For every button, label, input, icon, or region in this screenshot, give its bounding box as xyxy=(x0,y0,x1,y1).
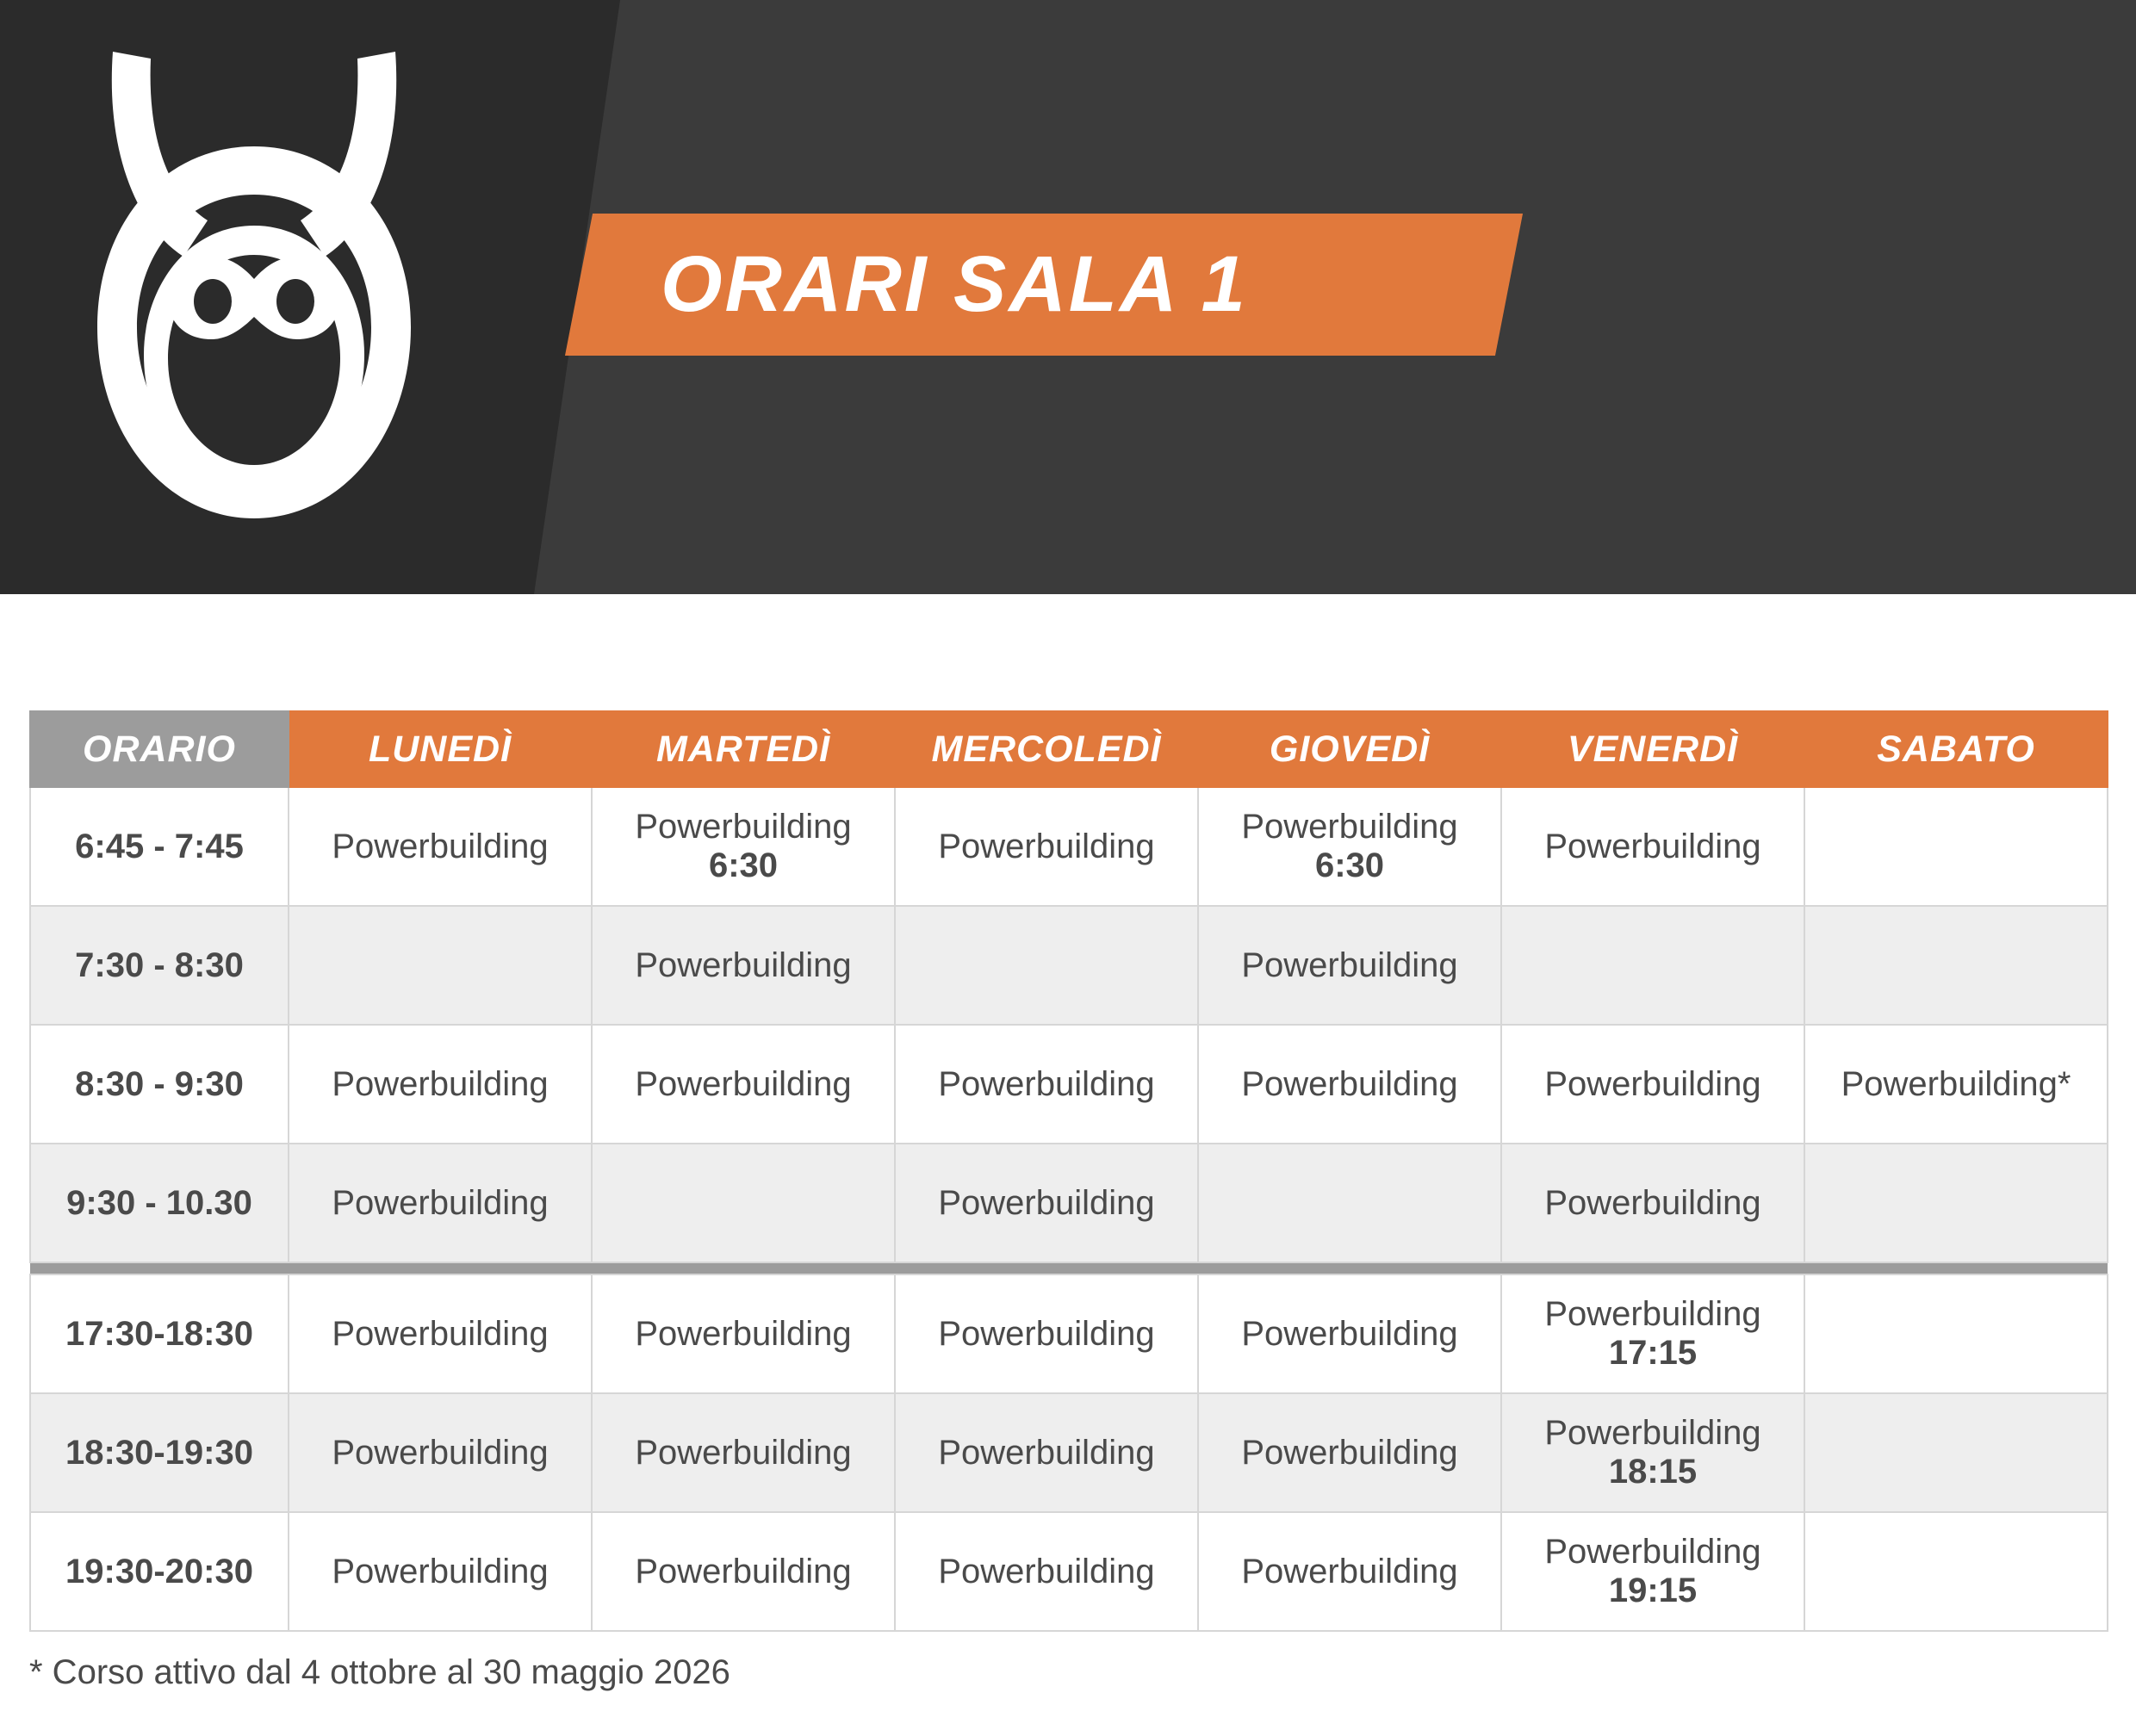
morning-evening-separator xyxy=(30,1262,2108,1274)
column-header-giovedi: GIOVEDÌ xyxy=(1198,711,1501,787)
class-time: 6:30 xyxy=(708,846,779,885)
schedule-cell xyxy=(1198,1512,1501,1631)
class-name: Powerbuilding xyxy=(938,1183,1155,1222)
column-header-lunedi: LUNEDÌ xyxy=(289,711,592,787)
schedule-cell xyxy=(289,1274,592,1393)
class-name: Powerbuilding xyxy=(1241,808,1458,846)
page-title: ORARI SALA 1 xyxy=(661,240,1248,328)
time-slot-label: 7:30 - 8:30 xyxy=(30,906,289,1025)
class-name: Powerbuilding xyxy=(938,827,1155,865)
class-name: Powerbuilding xyxy=(332,1183,549,1222)
schedule-cell xyxy=(592,906,895,1025)
schedule-cell xyxy=(1804,906,2108,1025)
schedule-cell xyxy=(1501,1274,1804,1393)
class-name: Powerbuilding xyxy=(938,1314,1155,1353)
schedule-cell xyxy=(289,1144,592,1262)
schedule-cell xyxy=(1198,1025,1501,1144)
schedule-table xyxy=(29,710,2108,1632)
schedule-table-body xyxy=(30,787,2108,1631)
class-name: Powerbuilding* xyxy=(1841,1064,2071,1103)
time-slot-label: 18:30-19:30 xyxy=(30,1393,289,1512)
schedule-cell xyxy=(289,1512,592,1631)
class-name: Powerbuilding xyxy=(635,1314,852,1353)
schedule-cell xyxy=(592,1144,895,1262)
schedule-cell xyxy=(592,1393,895,1512)
table-row xyxy=(30,1025,2108,1144)
table-row xyxy=(30,906,2108,1025)
schedule-cell xyxy=(895,906,1198,1025)
schedule-cell xyxy=(1198,906,1501,1025)
time-slot-label: 17:30-18:30 xyxy=(30,1274,289,1393)
schedule-cell xyxy=(1501,1512,1804,1631)
schedule-cell xyxy=(289,787,592,906)
schedule-cell xyxy=(1804,1512,2108,1631)
column-header-venerdi: VENERDÌ xyxy=(1501,711,1804,787)
class-name: Powerbuilding xyxy=(635,1552,852,1590)
time-slot-label: 6:45 - 7:45 xyxy=(30,787,289,906)
schedule-cell xyxy=(1501,787,1804,906)
schedule-cell xyxy=(895,1393,1198,1512)
schedule-cell xyxy=(1804,1025,2108,1144)
table-row xyxy=(30,1393,2108,1512)
class-name: Powerbuilding xyxy=(1241,1552,1458,1590)
time-slot-label: 8:30 - 9:30 xyxy=(30,1025,289,1144)
schedule-cell xyxy=(592,1512,895,1631)
schedule-cell xyxy=(1804,787,2108,906)
schedule-cell xyxy=(592,1025,895,1144)
footnote: * Corso attivo dal 4 ottobre al 30 maggio 2026 xyxy=(29,1653,730,1691)
column-header-martedi: MARTEDÌ xyxy=(592,711,895,787)
table-header-row xyxy=(30,711,2108,787)
time-slot-label: 19:30-20:30 xyxy=(30,1512,289,1631)
class-name: Powerbuilding xyxy=(635,808,852,846)
class-name: Powerbuilding xyxy=(635,1064,852,1103)
class-name: Powerbuilding xyxy=(332,827,549,865)
class-name: Powerbuilding xyxy=(1544,1064,1761,1103)
class-time: 19:15 xyxy=(1608,1572,1698,1610)
schedule-cell xyxy=(1804,1144,2108,1262)
class-name: Powerbuilding xyxy=(938,1552,1155,1590)
schedule-cell xyxy=(1198,1144,1501,1262)
schedule-cell xyxy=(1804,1274,2108,1393)
schedule-cell xyxy=(289,1393,592,1512)
class-name: Powerbuilding xyxy=(1241,1064,1458,1103)
class-time: 6:30 xyxy=(1314,846,1385,885)
class-name: Powerbuilding xyxy=(332,1552,549,1590)
bull-head-logo xyxy=(82,43,426,542)
time-slot-label: 9:30 - 10.30 xyxy=(30,1144,289,1262)
schedule-cell xyxy=(1804,1393,2108,1512)
class-name: Powerbuilding xyxy=(1544,1183,1761,1222)
title-banner xyxy=(565,214,1523,356)
column-header-orario: ORARIO xyxy=(30,711,289,787)
class-name: Powerbuilding xyxy=(332,1314,549,1353)
schedule-cell xyxy=(895,787,1198,906)
schedule-cell xyxy=(1198,1274,1501,1393)
class-name: Powerbuilding xyxy=(635,1433,852,1472)
table-row xyxy=(30,1274,2108,1393)
schedule-cell xyxy=(895,1512,1198,1631)
class-time: 18:15 xyxy=(1608,1453,1698,1491)
schedule-cell xyxy=(1501,1144,1804,1262)
schedule-cell xyxy=(1198,1393,1501,1512)
schedule-cell xyxy=(1198,787,1501,906)
schedule-cell xyxy=(1501,1025,1804,1144)
table-row xyxy=(30,1512,2108,1631)
page-header xyxy=(0,0,2136,594)
schedule-cell xyxy=(1501,1393,1804,1512)
class-time: 17:15 xyxy=(1608,1334,1698,1373)
class-name: Powerbuilding xyxy=(938,1433,1155,1472)
schedule-cell xyxy=(1501,906,1804,1025)
class-name: Powerbuilding xyxy=(635,946,852,984)
class-name: Powerbuilding xyxy=(332,1064,549,1103)
class-name: Powerbuilding xyxy=(1544,1533,1761,1572)
column-header-mercoledi: MERCOLEDÌ xyxy=(895,711,1198,787)
class-name: Powerbuilding xyxy=(938,1064,1155,1103)
schedule-cell xyxy=(289,1025,592,1144)
schedule-cell xyxy=(592,1274,895,1393)
class-name: Powerbuilding xyxy=(1544,1414,1761,1453)
class-name: Powerbuilding xyxy=(1241,946,1458,984)
schedule-cell xyxy=(289,906,592,1025)
class-name: Powerbuilding xyxy=(1544,1295,1761,1334)
schedule-cell xyxy=(895,1025,1198,1144)
class-name: Powerbuilding xyxy=(332,1433,549,1472)
table-row xyxy=(30,1144,2108,1262)
column-header-sabato: SABATO xyxy=(1804,711,2108,787)
schedule-cell xyxy=(895,1144,1198,1262)
class-name: Powerbuilding xyxy=(1544,827,1761,865)
class-name: Powerbuilding xyxy=(1241,1314,1458,1353)
schedule-cell xyxy=(895,1274,1198,1393)
schedule-table-wrapper xyxy=(29,710,2107,1632)
table-row xyxy=(30,787,2108,906)
schedule-cell xyxy=(592,787,895,906)
class-name: Powerbuilding xyxy=(1241,1433,1458,1472)
